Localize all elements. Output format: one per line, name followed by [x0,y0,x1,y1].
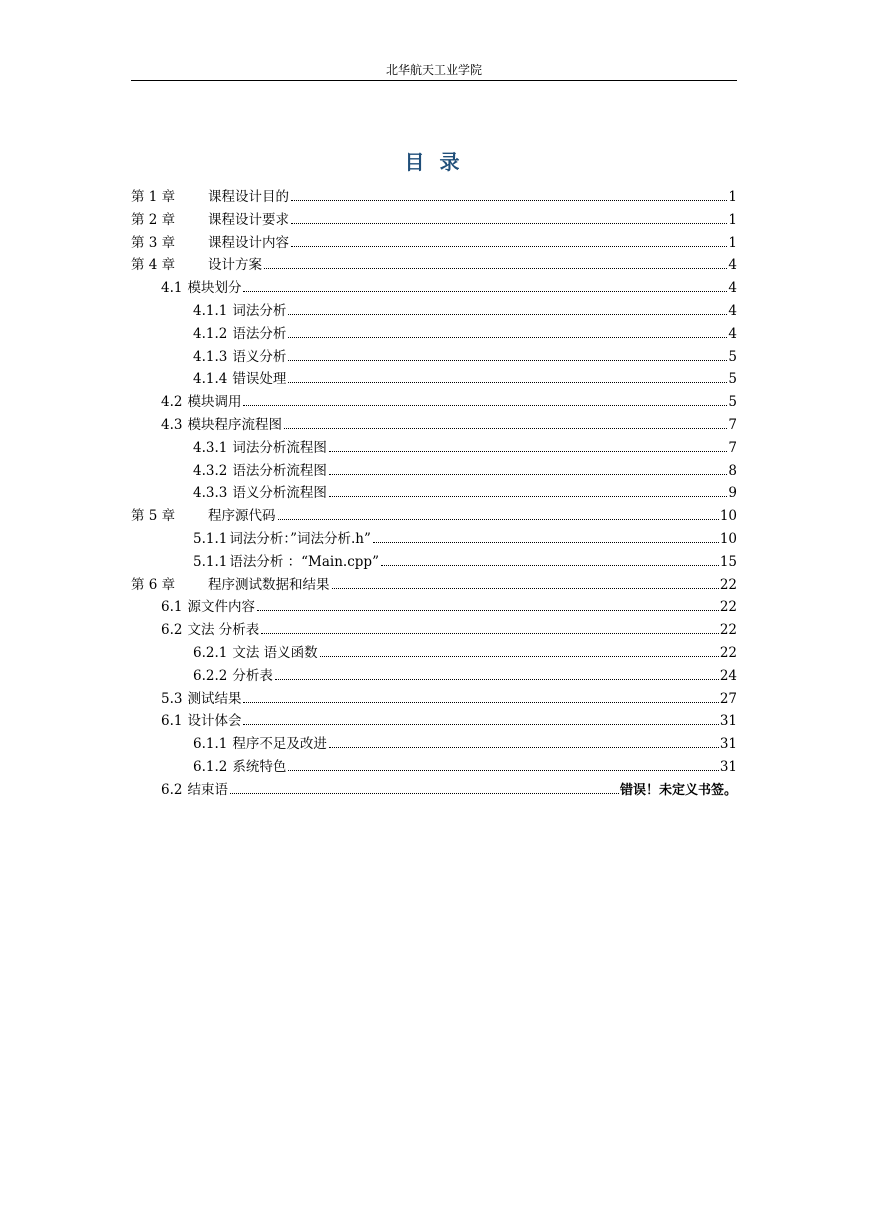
toc-entry-chapter-4[interactable] [131,254,737,277]
dot-leader [291,200,727,201]
toc-entry-page: 4 [728,257,737,274]
toc-entry-number: 第 5 章 [131,508,176,525]
dot-leader [329,474,728,475]
toc-entry-number: 4.1 [161,280,183,297]
toc-entry-page: 22 [719,622,737,639]
toc-entry-page: 24 [719,667,737,684]
toc-entry-number: 4.1.1 [193,302,228,319]
toc-entry-number: 4.2 [161,394,183,411]
toc-entry-number: 6.1 [161,713,183,730]
toc-entry-section-6-1-reflection[interactable] [131,710,737,733]
toc-entry-page: 4 [728,325,737,342]
toc-entry-number: 第 2 章 [131,211,176,228]
toc-entry-subsection-4-3-3[interactable] [131,482,737,505]
toc-entry-number: 6.1.1 [193,736,228,753]
toc-entry-page: 9 [728,485,737,502]
toc-entry-number: 第 6 章 [131,576,176,593]
toc-entry-section-6-2-conclusion[interactable] [131,779,737,802]
toc-entry-page: 22 [719,644,737,661]
toc-entry-page: 31 [719,758,737,775]
toc-entry-number: 6.2.2 [193,667,228,684]
toc-entry-label: 词法分析：”词法分析.h” [229,530,371,547]
dot-leader [243,405,727,406]
dot-leader [288,382,727,383]
toc-entry-label: 语法分析 [232,325,287,342]
toc-entry-number: 4.1.4 [193,371,228,388]
toc-entry-subsection-4-3-1[interactable] [131,437,737,460]
toc-entry-label: 系统特色 [232,758,287,775]
toc-entry-number: 4.3.1 [193,439,228,456]
toc-entry-subsection-5-1-1-lexer[interactable] [131,528,737,551]
toc-entry-label: 课程设计要求 [208,211,289,228]
dot-leader [278,519,719,520]
dot-leader [288,337,727,338]
toc-entry-page: 7 [728,416,737,433]
toc-entry-page: 10 [719,530,737,547]
table-of-contents [131,186,737,802]
dot-leader [275,679,719,680]
toc-entry-page: 22 [719,599,737,616]
dot-leader [329,496,728,497]
toc-entry-subsection-5-1-1-parser[interactable] [131,551,737,574]
toc-entry-label: 程序不足及改进 [232,736,327,753]
toc-entry-subsection-4-1-2[interactable] [131,323,737,346]
toc-entry-section-4-3[interactable] [131,414,737,437]
toc-entry-number: 5.3 [161,690,183,707]
toc-entry-label: 课程设计目的 [208,189,289,205]
dot-leader [261,633,719,634]
toc-entry-number: 6.2 [161,781,183,798]
toc-entry-page: 5 [728,394,737,411]
toc-entry-page: 31 [719,713,737,730]
toc-entry-subsection-4-1-3[interactable] [131,346,737,369]
toc-entry-page: 27 [719,690,737,707]
dot-leader [243,702,718,703]
toc-entry-label: 课程设计内容 [208,234,289,251]
toc-entry-section-5-3[interactable] [131,688,737,711]
toc-entry-number: 第 1 章 [131,189,176,205]
toc-entry-label: 词法分析流程图 [232,439,327,456]
toc-entry-section-6-2-grammar[interactable] [131,619,737,642]
toc-entry-subsection-4-1-4[interactable] [131,368,737,391]
page-header-title: 北华航天工业学院 [385,63,482,77]
toc-entry-page: 5 [728,348,737,365]
toc-entry-subsection-6-1-2[interactable] [131,756,737,779]
toc-entry-number: 4.3.3 [193,485,228,502]
toc-entry-page: 1 [728,189,737,205]
toc-entry-chapter-1[interactable] [131,186,737,209]
toc-entry-subsection-6-1-1[interactable] [131,733,737,756]
toc-entry-section-4-2[interactable] [131,391,737,414]
dot-leader [243,291,727,292]
toc-entry-number: 6.2 [161,622,183,639]
toc-entry-page: 22 [719,576,737,593]
toc-entry-page: 31 [719,736,737,753]
toc-entry-label: 测试结果 [187,690,242,707]
toc-entry-label: 语义分析 [232,348,287,365]
dot-leader [291,223,727,224]
dot-leader [381,565,719,566]
toc-entry-subsection-6-2-1[interactable] [131,642,737,665]
toc-entry-chapter-5[interactable] [131,505,737,528]
header-rule [131,80,737,81]
toc-entry-label: 分析表 [232,667,273,684]
dot-leader [243,724,718,725]
toc-entry-number: 5.1.1 [193,530,228,547]
toc-entry-label: 程序测试数据和结果 [208,576,330,593]
dot-leader [291,246,727,247]
toc-entry-number: 6.2.1 [193,644,228,661]
toc-entry-label: 语义分析流程图 [232,485,327,502]
toc-entry-number: 5.1.1 [193,553,228,570]
toc-entry-label: 源文件内容 [187,599,255,616]
toc-entry-number: 6.1 [161,599,183,616]
toc-entry-number: 第 3 章 [131,234,176,251]
toc-entry-label: 模块调用 [187,394,242,411]
toc-entry-label: 词法分析 [232,302,287,319]
toc-entry-label: 文法 语义函数 [232,644,318,661]
toc-entry-page: 1 [728,211,737,228]
toc-entry-number: 6.1.2 [193,758,228,775]
toc-entry-label: 模块程序流程图 [187,416,282,433]
dot-leader [288,770,718,771]
toc-entry-page: 8 [728,462,737,479]
toc-entry-label: 设计方案 [208,257,262,274]
toc-entry-page: 4 [728,302,737,319]
dot-leader [284,428,727,429]
toc-entry-label: 文法 分析表 [187,622,260,639]
toc-entry-label: 语法分析流程图 [232,462,327,479]
toc-title: 目 录 [404,150,464,174]
toc-entry-label: 结束语 [187,781,228,798]
toc-entry-chapter-3[interactable] [131,232,737,255]
dot-leader [264,268,727,269]
toc-entry-chapter-2[interactable] [131,209,737,232]
dot-leader [373,542,719,543]
toc-entry-page: 10 [719,508,737,525]
dot-leader [320,656,719,657]
toc-entry-section-4-1[interactable] [131,277,737,300]
toc-entry-page: 5 [728,371,737,388]
toc-entry-number: 4.3.2 [193,462,228,479]
toc-entry-number: 4.1.2 [193,325,228,342]
toc-entry-label: 程序源代码 [208,508,276,525]
toc-entry-page: 1 [728,234,737,251]
toc-entry-subsection-4-1-1[interactable] [131,300,737,323]
dot-leader [230,793,619,794]
dot-leader [288,360,727,361]
toc-entry-section-6-1-source[interactable] [131,596,737,619]
toc-entry-number: 4.1.3 [193,348,228,365]
toc-entry-label: 错误处理 [232,371,287,388]
toc-entry-number: 第 4 章 [131,257,176,274]
toc-entry-page: 15 [719,553,737,570]
toc-entry-chapter-6[interactable] [131,574,737,597]
dot-leader [329,451,728,452]
dot-leader [288,314,727,315]
toc-entry-page: 7 [728,439,737,456]
dot-leader [332,588,719,589]
dot-leader [257,610,719,611]
dot-leader [329,747,719,748]
toc-entry-number: 4.3 [161,416,183,433]
toc-entry-subsection-4-3-2[interactable] [131,460,737,483]
toc-entry-page: 4 [728,280,737,297]
toc-entry-label: 语法分析 ：“Main.cpp” [229,553,379,570]
toc-entry-label: 模块划分 [187,280,242,297]
toc-entry-subsection-6-2-2[interactable] [131,665,737,688]
toc-entry-label: 设计体会 [187,713,242,730]
toc-entry-page-error: 错误！未定义书签。 [619,782,737,798]
